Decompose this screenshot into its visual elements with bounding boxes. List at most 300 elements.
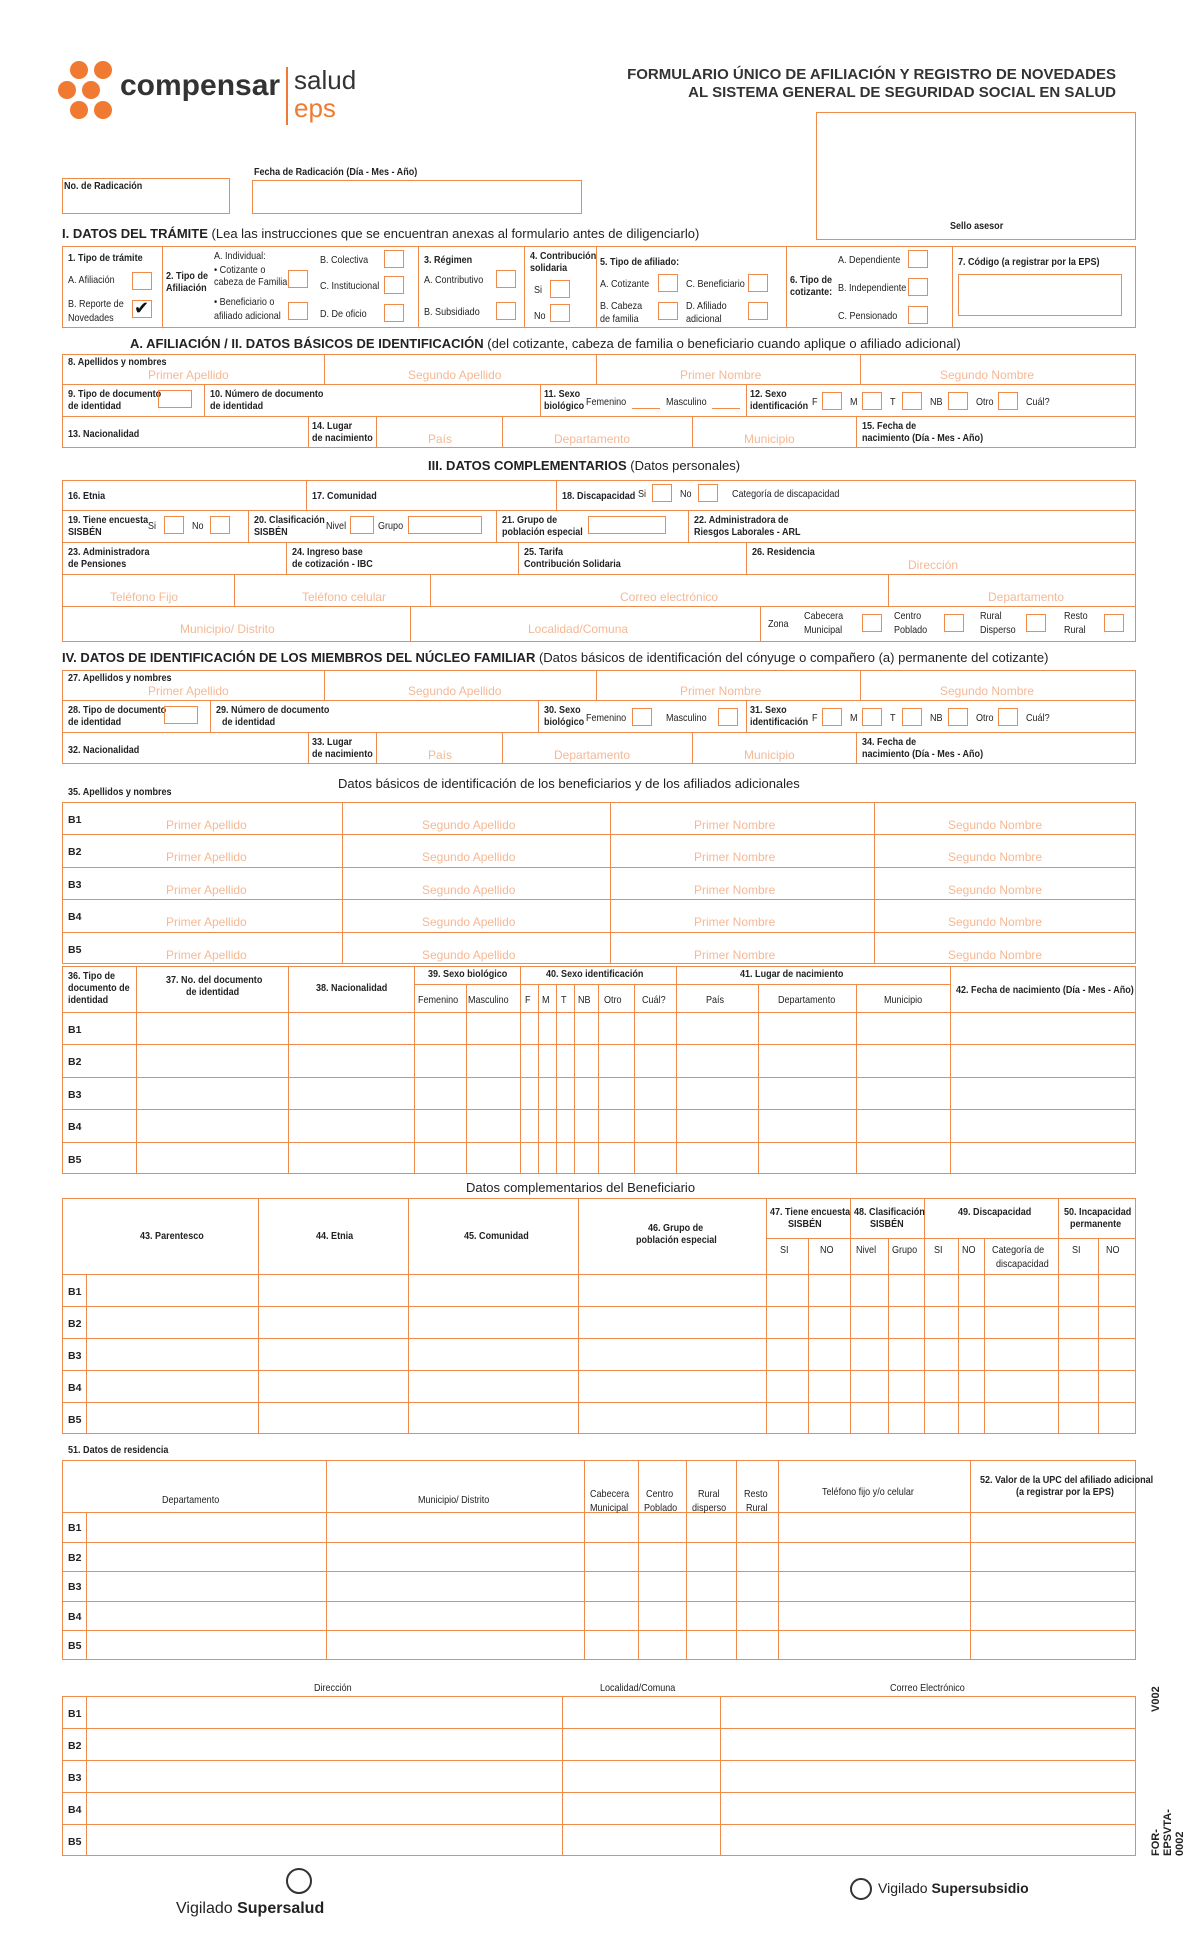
arl-label2: Riesgos Laborales - ARL [694,526,801,538]
upc-label2: (a registrar por la EPS) [1016,1486,1114,1498]
tipo-afiliacion-label: 2. Tipo de [166,270,208,282]
subsidiado-label: B. Subsidiado [424,306,480,318]
nivel-label: Nivel [326,520,347,532]
b-cabeza-label: B. Cabeza [600,300,643,312]
ben-masculino-label: Masculino [468,994,509,1006]
centro-label: Centro [894,610,922,622]
comp-grupo-label: 46. Grupo de [648,1222,704,1234]
f-checkbox[interactable] [822,392,842,410]
otro-checkbox[interactable] [998,392,1018,410]
form-title [627,66,1116,102]
nacionalidad-label: 13. Nacionalidad [68,428,140,440]
beneficiarios-subtitle: Datos básicos de identificación de los beneficiarios y de los afiliados adicionales [338,776,800,791]
residencia-title: 51. Datos de residencia [68,1444,169,1456]
f-label: F [812,396,818,408]
localidad-ph: Localidad/Comuna [528,622,629,636]
ben-apellidos-label: 35. Apellidos y nombres [68,786,172,798]
comp-clasif-label: 48. Clasificación [854,1206,925,1218]
oficio-label: D. De oficio [320,308,367,320]
section-4-title: IV. DATOS DE IDENTIFICACIÓN DE LOS MIEMBROS DEL NÚCLEO FAMILIAR (Datos básicos de identificación del cónyuge o compañero (a) permanente del cotizante) [62,650,1049,665]
b-cabeza-checkbox[interactable] [658,302,678,320]
section-3-title: III. DATOS COMPLEMENTARIOS (Datos personales) [428,458,741,473]
conyuge-sexo-id-label: 31. Sexo [750,704,787,716]
colectiva-checkbox[interactable] [384,250,404,268]
cual-label: Cuál? [1026,396,1050,408]
complementarios-subtitle: Datos complementarios del Beneficiario [466,1180,696,1195]
lugar-label: 14. Lugar [312,420,353,432]
brand-sub2: eps [294,93,336,123]
fecha-radicacion-label: Fecha de Radicación (Día - Mes - Año) [254,166,418,178]
ben-cual-label: Cuál? [642,994,666,1006]
tipo-doc-label: 9. Tipo de documento [68,388,162,400]
femenino-label: Femenino [586,396,627,408]
conyuge-nacionalidad-label: 32. Nacionalidad [68,744,140,756]
conyuge-otro-label: Otro [976,712,994,724]
lugar-label2: de nacimiento [312,432,373,444]
name-placeholder[interactable]: Primer Apellido [166,915,247,930]
pensionado-checkbox[interactable] [908,306,928,324]
row-label: B1 [68,1024,82,1036]
tipo-cotizante-label2: cotizante: [790,286,833,298]
res2-table [62,1696,1136,1856]
comp-sisben-label2: SISBÉN [788,1218,822,1230]
comp-incap-si: SI [1072,1244,1081,1256]
ben-nacionalidad-label: 38. Nacionalidad [316,982,388,994]
sisben-si-label: Si [148,520,157,532]
conyuge-sexo-bio-label: 30. Sexo [544,704,581,716]
comp-comunidad-label: 45. Comunidad [464,1230,529,1242]
check-mark: ✔ [134,298,150,318]
oficio-checkbox[interactable] [384,304,404,322]
sisben-no-checkbox[interactable] [210,516,230,534]
tarifa-label: 25. Tarifa [524,546,563,558]
conyuge-segundo-nombre-ph: Segundo Nombre [940,684,1035,698]
version-code: V002 [1150,1686,1162,1712]
ben-sexo-id-label: 40. Sexo identificación [546,968,644,980]
contributivo-label: A. Contributivo [424,274,484,286]
row-label: B3 [68,1350,82,1362]
name-placeholder[interactable]: Segundo Nombre [948,850,1043,865]
row-label: B2 [68,1318,82,1330]
d-afiliado-checkbox[interactable] [748,302,768,320]
nb-checkbox[interactable] [948,392,968,410]
row-label: B5 [68,943,82,956]
ben-tipo-doc-label3: identidad [68,994,109,1006]
grupo-pob-label2: población especial [502,526,583,538]
res-direccion-label: Dirección [314,1682,352,1694]
conyuge-f-label: F [812,712,818,724]
conyuge-t-checkbox[interactable] [902,708,922,726]
supersubsidio-seal [850,1878,872,1900]
tipo-cotizante-label: 6. Tipo de [790,274,832,286]
num-doc-label2: de identidad [210,400,264,412]
name-placeholder[interactable]: Primer Apellido [166,947,247,962]
grupo-label: Grupo [378,520,404,532]
c-beneficiario-checkbox[interactable] [748,274,768,292]
cotizante-label: • Cotizante o [214,264,266,276]
afiliacion-option: A. Afiliación [68,274,115,286]
primer-nombre-ph: Primer Nombre [680,368,762,382]
conyuge-fecha-label: 34. Fecha de [862,736,917,748]
sisben-no-label: No [192,520,204,532]
vigilado-supersalud: Vigilado Supersalud [176,1900,325,1917]
codigo-eps-field[interactable] [958,274,1122,316]
sisben-label: 19. Tiene encuesta [68,514,149,526]
comp-sisben-label: 47. Tiene encuesta [770,1206,851,1218]
pensiones-label: 23. Administradora [68,546,150,558]
conyuge-sexo-bio-label2: biológico [544,716,585,728]
rural-label: Rural [980,610,1002,622]
residencia-label: 26. Residencia [752,546,815,558]
beneficiario-checkbox[interactable] [288,302,308,320]
num-doc-label: 10. Número de documento [210,388,324,400]
mun-distrito-ph: Municipio/ Distrito [180,622,275,636]
res-rur-label: Rural [698,1488,720,1500]
supersalud-seal [286,1868,312,1894]
radicacion-field[interactable] [62,178,230,214]
res-cen-label: Centro [646,1488,674,1500]
row-label: B2 [68,846,82,859]
comp-etnia-label: 44. Etnia [316,1230,354,1242]
conyuge-primer-nombre-ph: Primer Nombre [680,684,762,698]
disc-si-checkbox[interactable] [652,484,672,502]
conyuge-tipo-doc-field[interactable] [164,706,198,724]
resto-rural-label: Rural [1064,624,1086,636]
row-label: B2 [68,1056,82,1069]
name-placeholder[interactable]: Segundo Apellido [422,850,516,865]
row-label: B5 [68,1836,82,1848]
comp-disc-no: NO [962,1244,976,1256]
arl-label: 22. Administradora de [694,514,789,526]
conyuge-nb-checkbox[interactable] [948,708,968,726]
conyuge-cual-label: Cuál? [1026,712,1050,724]
t-label: T [890,396,896,408]
comp-sisben-si: SI [780,1244,789,1256]
contrib-si-checkbox[interactable] [550,280,570,298]
row-label: B1 [68,814,82,826]
res-cen-label2: Poblado [644,1502,678,1514]
conyuge-segundo-apellido-ph: Segundo Apellido [408,684,502,698]
upc-label: 52. Valor de la UPC del afiliado adicional [980,1474,1154,1486]
dependiente-checkbox[interactable] [908,250,928,268]
conyuge-lugar-label: 33. Lugar [312,736,353,748]
conyuge-municipio-ph: Municipio [744,748,795,762]
tipo-tramite-label: 1. Tipo de trámite [68,252,143,264]
ben-nb-label: NB [578,994,591,1006]
comp-incap-label2: permanente [1070,1218,1122,1230]
parentesco-label: 43. Parentesco [140,1230,204,1242]
ben-tipo-doc-label: 36. Tipo de [68,970,116,982]
a-cotizante-label: A. Cotizante [600,278,650,290]
conyuge-apellidos-label: 27. Apellidos y nombres [68,672,172,684]
disc-no-label: No [680,488,692,500]
comp-sisben-no: NO [820,1244,834,1256]
name-placeholder[interactable]: Segundo Apellido [422,882,516,897]
row-label: B4 [68,1610,82,1623]
rural-checkbox[interactable] [1026,614,1046,632]
row-label: B4 [68,911,82,924]
row-label: B4 [68,1121,82,1134]
radicacion-label: No. de Radicación [64,180,143,192]
brand-sub1: salud [294,65,357,95]
conyuge-sexo-id-label2: identificación [750,716,809,728]
reporte-option: B. Reporte de [68,298,124,310]
cotizante-checkbox[interactable] [288,270,308,288]
conyuge-depto-ph: Departamento [554,748,631,762]
resto-label: Resto [1064,610,1088,622]
ben-no-doc-label: 37. No. del documento [166,974,263,986]
grupo-pob-field[interactable] [588,516,666,534]
ben-otro-label: Otro [604,994,622,1006]
subsidiado-checkbox[interactable] [496,302,516,320]
res-depto-ph: Departamento [988,590,1065,604]
tipo-afiliado-label: 5. Tipo de afiliado: [600,256,680,268]
name-placeholder[interactable]: Segundo Nombre [948,947,1043,962]
conyuge-tipo-doc-label2: de identidad [68,716,122,728]
etnia-label: 16. Etnia [68,490,106,502]
discapacidad-label: 18. Discapacidad [562,490,636,502]
solidaria-label: solidaria [530,262,568,274]
name-placeholder[interactable]: Primer Apellido [166,882,247,897]
novedades-option: Novedades [68,312,114,324]
conyuge-f-checkbox[interactable] [822,708,842,726]
primer-apellido-ph: Primer Apellido [148,368,229,382]
row-label: B4 [68,1382,82,1394]
row-label: B3 [68,878,82,891]
afiliacion-checkbox[interactable] [132,272,152,290]
clasif-label: 20. Clasificación [254,514,325,526]
nb-label: NB [930,396,943,408]
conyuge-primer-apellido-ph: Primer Apellido [148,684,229,698]
conyuge-t-label: T [890,712,896,724]
fecha-nac-label: 15. Fecha de [862,420,917,432]
comp-incap-no: NO [1106,1244,1120,1256]
apellidos-label: 8. Apellidos y nombres [68,356,167,368]
sisben-label2: SISBÉN [68,526,102,538]
compensar-logo [58,55,368,135]
conyuge-lugar-label2: de nacimiento [312,748,373,760]
ben-t-label: T [561,994,567,1006]
row-label: B3 [68,1581,82,1594]
res-municipio-label: Municipio/ Distrito [418,1494,490,1506]
c-beneficiario-label: C. Beneficiario [686,278,745,290]
clasif-label2: SISBÉN [254,526,288,538]
masculino-label: Masculino [666,396,707,408]
comp-incap-label: 50. Incapacidad [1064,1206,1132,1218]
row-label: B1 [68,1286,82,1298]
contributivo-checkbox[interactable] [496,270,516,288]
comunidad-label: 17. Comunidad [312,490,377,502]
otro-label: Otro [976,396,994,408]
name-placeholder[interactable]: Primer Nombre [694,947,776,962]
ben-municipio-label: Municipio [884,994,923,1006]
tipo-doc-label2: de identidad [68,400,122,412]
ben-fecha-label: 42. Fecha de nacimiento (Día - Mes - Año) [956,984,1134,996]
conyuge-masculino-label: Masculino [666,712,707,724]
name-placeholder[interactable]: Segundo Apellido [422,915,516,930]
fecha-nac-label2: nacimiento (Día - Mes - Año) [862,432,984,444]
sello-asesor-label: Sello asesor [950,220,1004,232]
disc-no-checkbox[interactable] [698,484,718,502]
row-label: B2 [68,1740,82,1752]
row-label: B3 [68,1772,82,1784]
ben-m-label: M [542,994,550,1006]
m-checkbox[interactable] [862,392,882,410]
t-checkbox[interactable] [902,392,922,410]
segundo-nombre-ph: Segundo Nombre [940,368,1035,382]
conyuge-nb-label: NB [930,712,943,724]
segundo-apellido-ph: Segundo Apellido [408,368,502,382]
independiente-checkbox[interactable] [908,278,928,296]
comp-disc-label: 49. Discapacidad [958,1206,1032,1218]
ben-lugar-label: 41. Lugar de nacimiento [740,968,844,980]
name-placeholder[interactable]: Segundo Nombre [948,818,1043,832]
beneficiario-label: • Beneficiario o [214,296,275,308]
tarifa-label2: Contribución Solidaria [524,558,621,570]
d-afiliado-label: D. Afiliado [686,300,727,312]
zona-label: Zona [768,618,789,630]
centro-checkbox[interactable] [944,614,964,632]
title-line2: AL SISTEMA GENERAL DE SEGURIDAD SOCIAL EN SALUD [688,84,1116,101]
contrib-no-checkbox[interactable] [550,304,570,322]
conyuge-femenino-checkbox[interactable] [632,708,652,726]
comp-cat-label2: discapacidad [996,1258,1049,1270]
sisben-si-checkbox[interactable] [164,516,184,534]
contrib-si-label: Si [534,284,543,296]
municipal-label: Municipal [804,624,843,636]
conyuge-m-label: M [850,712,858,724]
row-label: B5 [68,1153,82,1166]
sexo-id-label: 12. Sexo [750,388,787,400]
res-localidad-label: Localidad/Comuna [600,1682,676,1694]
tel-fijo-ph: Teléfono Fijo [110,590,179,604]
section-2-title: A. AFILIACIÓN / II. DATOS BÁSICOS DE IDENTIFICACIÓN (del cotizante, cabeza de familia o beneficiario cuando aplique o afiliado adicional) [130,336,961,351]
comp-grupo: Grupo [892,1244,918,1256]
name-placeholder[interactable]: Primer Nombre [694,818,776,832]
ibc-label2: de cotización - IBC [292,558,373,570]
contribucion-label: 4. Contribución [530,250,597,262]
pensiones-label2: de Pensiones [68,558,127,570]
conyuge-femenino-label: Femenino [586,712,627,724]
institucional-checkbox[interactable] [384,276,404,294]
name-placeholder[interactable]: Primer Apellido [166,850,247,865]
cat-disc-label: Categoría de discapacidad [732,488,840,500]
conyuge-num-doc-label: 29. Número de documento [216,704,330,716]
colectiva-label: B. Colectiva [320,254,369,266]
vigilado-supersubsidio: Vigilado Supersubsidio [878,1880,1029,1896]
codigo-eps-label: 7. Código (a registrar por la EPS) [958,256,1100,268]
row-label: B2 [68,1551,82,1564]
adicional-label: adicional [686,313,722,325]
cabecera-label: Cabecera [804,610,844,622]
m-label: M [850,396,858,408]
comp-grupo-label2: población especial [636,1234,717,1246]
institucional-label: C. Institucional [320,280,380,292]
disc-si-label: Si [638,488,647,500]
conyuge-tipo-doc-label: 28. Tipo de documento [68,704,167,716]
form-code: FOR-EPSVTA-0002 [1150,1809,1186,1856]
row-label: B4 [68,1804,82,1816]
afil-adic-label: afiliado adicional [214,310,281,322]
nivel-field[interactable] [350,516,374,534]
ben-tipo-doc-label2: documento de [68,982,130,994]
name-placeholder[interactable]: Segundo Apellido [422,947,516,962]
conyuge-num-doc-label2: de identidad [222,716,276,728]
contrib-no-label: No [534,310,546,322]
ben-no-doc-label2: de identidad [186,986,240,998]
grupo-pob-label: 21. Grupo de [502,514,558,526]
tipo-afiliacion-label2: Afiliación [166,282,207,294]
brand-name: compensar [120,69,281,102]
resto-checkbox[interactable] [1104,614,1124,632]
conyuge-fecha-label2: nacimiento (Día - Mes - Año) [862,748,984,760]
correo-ph: Correo electrónico [620,590,719,604]
row-label: B5 [68,1640,82,1653]
regimen-label: 3. Régimen [424,254,473,266]
row-label: B3 [68,1088,82,1101]
disperso-label: Disperso [980,624,1016,636]
name-placeholder[interactable]: Primer Nombre [694,915,776,930]
title-line1: FORMULARIO ÚNICO DE AFILIACIÓN Y REGISTRO DE NOVEDADES [627,66,1116,83]
name-placeholder[interactable]: Segundo Apellido [422,818,516,832]
res-rur-label2: disperso [692,1502,727,1514]
res-tel-label: Teléfono fijo y/o celular [822,1486,914,1498]
ben-femenino-label: Femenino [418,994,459,1006]
name-placeholder[interactable]: Primer Nombre [694,850,776,865]
res-cab-label: Cabecera [590,1488,630,1500]
res-res-label2: Rural [746,1502,768,1514]
section-1-title: I. DATOS DEL TRÁMITE (Lea las instrucciones que se encuentran anexas al formulario antes de diligenciarlo) [62,226,700,241]
independiente-label: B. Independiente [838,282,907,294]
ben-pais-label: País [706,994,725,1006]
res-depto-label: Departamento [162,1494,220,1506]
tipo-doc-field[interactable] [158,390,192,408]
row-label: B1 [68,1522,82,1534]
ben-depto-label: Departamento [778,994,836,1006]
de-familia-label: de familia [600,313,639,325]
res-res-label: Resto [744,1488,768,1500]
sexo-bio-label: 11. Sexo [544,388,581,400]
name-placeholder[interactable]: Segundo Nombre [948,915,1043,930]
sexo-id-label2: identificación [750,400,809,412]
ben-f-label: F [525,994,531,1006]
a-cotizante-checkbox[interactable] [658,274,678,292]
tel-cel-ph: Teléfono celular [302,590,387,604]
departamento-ph: Departamento [554,432,631,446]
res-correo-label: Correo Electrónico [890,1682,965,1694]
pais-ph: País [428,432,453,446]
direccion-ph: Dirección [908,558,959,572]
conyuge-otro-checkbox[interactable] [998,708,1018,726]
cabecera-checkbox[interactable] [862,614,882,632]
res-cab-label2: Municipal [590,1502,629,1514]
name-placeholder[interactable]: Primer Apellido [166,818,247,832]
comp-cat-label: Categoría de [992,1244,1045,1256]
comp-disc-si: SI [934,1244,943,1256]
grupo-field[interactable] [408,516,482,534]
ibc-label: 24. Ingreso base [292,546,363,558]
name-placeholder[interactable]: Primer Nombre [694,882,776,897]
individual-label: A. Individual: [214,250,266,262]
conyuge-masculino-checkbox[interactable] [718,708,738,726]
comp-nivel: Nivel [856,1244,877,1256]
conyuge-m-checkbox[interactable] [862,708,882,726]
comp-table [62,1198,1136,1434]
row-label: B1 [68,1708,82,1720]
name-placeholder[interactable]: Segundo Nombre [948,882,1043,897]
cabeza-label: cabeza de Familia [214,276,288,288]
fecha-radicacion-field[interactable] [252,180,582,214]
